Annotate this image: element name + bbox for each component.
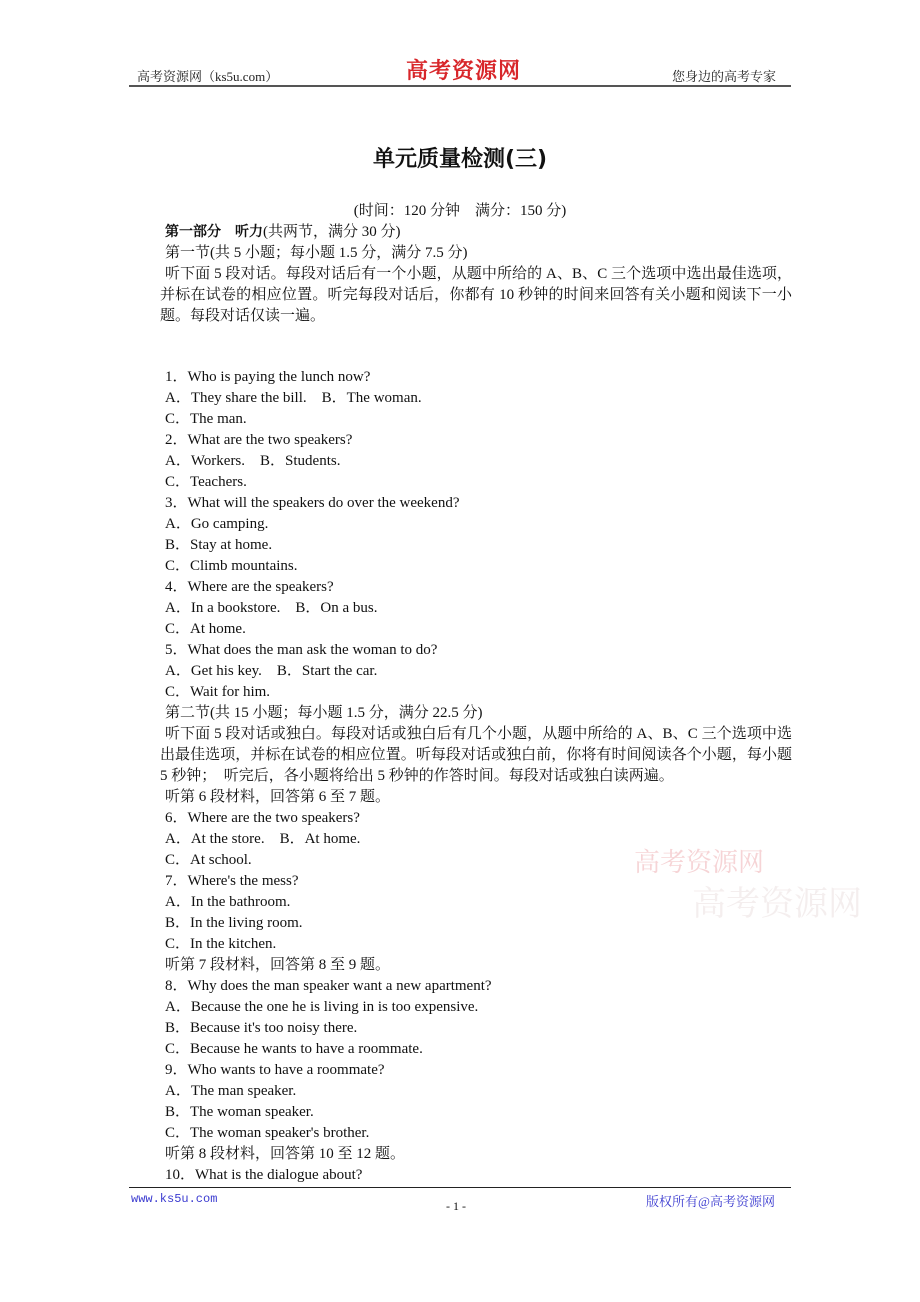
question: 7．Where's the mess? [165, 873, 299, 889]
question: 5．What does the man ask the woman to do? [165, 642, 438, 658]
answer-option: 听第 7 段材料，回答第 8 至 9 题。 [165, 957, 391, 973]
question: 6．Where are the two speakers? [165, 810, 360, 826]
answer-option: C．Wait for him. [165, 684, 271, 700]
question: 听第 6 段材料，回答第 6 至 7 题。 [165, 789, 391, 805]
answer-option: A．At the store. B．At home. [165, 831, 361, 847]
answer-option: C．Climb mountains. [165, 558, 298, 574]
spacer [160, 327, 792, 367]
answer-option: C．Teachers. [165, 474, 247, 490]
page-title: 单元质量检测(三) [372, 147, 548, 172]
header-logo: 高考资源网 [406, 58, 522, 84]
answer-option: A．Because the one he is living in is too expensive. [165, 999, 479, 1015]
header-site-name: 高考资源网（ks5u.com） [137, 69, 279, 84]
instructions: 听下面 5 段对话。每段对话后有一个小题，从题中所给的 A、B、C 三个选项中选出最佳选项，并标在试卷的相应位置。听完每段对话后，你都有 10 秒钟的时间来回答有关小题和阅读下一小题。每段对话仅读一遍。 [160, 266, 792, 324]
watermark: 高考资源网 [634, 848, 765, 878]
answer-option: C．Because he wants to have a roommate. [165, 1041, 423, 1057]
answer-option: A．Get his key. B．Start the car. [165, 663, 378, 679]
exam-info: (时间：120 分钟 满分：150 分) [353, 203, 567, 219]
footer-copyright: 版权所有@高考资源网 [646, 1194, 775, 1209]
page-number: - 1 - [446, 1199, 466, 1213]
answer-option: A．In a bookstore. B．On a bus. [165, 600, 378, 616]
question: 3．What will the speakers do over the weekend? [165, 495, 460, 511]
question: 4．Where are the speakers? [165, 579, 334, 595]
section-heading-bold: 第一部分 听力 [165, 224, 263, 240]
answer-option: B．Because it's too noisy there. [165, 1020, 358, 1036]
question: 8．Why does the man speaker want a new apartment? [165, 978, 492, 994]
question: 1．Who is paying the lunch now? [165, 369, 371, 385]
question: 9．Who wants to have a roommate? [165, 1062, 385, 1078]
header-divider [129, 85, 791, 87]
footer-divider [129, 1187, 791, 1188]
question: 2．What are the two speakers? [165, 432, 353, 448]
answer-option: A．The man speaker. [165, 1083, 297, 1099]
instructions: 听下面 5 段对话或独白。每段对话或独白后有几个小题，从题中所给的 A、B、C 三个选项中选出最佳选项，并标在试卷的相应位置。听每段对话或独白前，你将有时间阅读各个小题，每小题 5 秒钟； 听完后，各小题将给出 5 秒钟的作答时间。每段对话或独白读两遍。 [160, 726, 792, 784]
answer-option: 第二节(共 15 小题；每小题 1.5 分，满分 22.5 分) [165, 705, 483, 721]
answer-option: C．At home. [165, 621, 246, 637]
answer-option: C．The woman speaker's brother. [165, 1125, 370, 1141]
answer-option: A．Go camping. [165, 516, 269, 532]
answer-option: C．The man. [165, 411, 247, 427]
footer-link[interactable]: www.ks5u.com [131, 1192, 218, 1206]
question: 10．What is the dialogue about? [165, 1167, 363, 1183]
answer-option: C．At school. [165, 852, 252, 868]
section-heading-note: (共两节，满分 30 分) [263, 224, 401, 240]
watermark: 高考资源网 [692, 884, 862, 924]
answer-option: A．Workers. B．Students. [165, 453, 341, 469]
answer-option: 听第 8 段材料，回答第 10 至 12 题。 [165, 1146, 406, 1162]
section-subheading: 第一节(共 5 小题；每小题 1.5 分，满分 7.5 分) [165, 245, 468, 261]
section-heading [160, 222, 792, 243]
answer-option: A．In the bathroom. [165, 894, 291, 910]
answer-option: C．In the kitchen. [165, 936, 277, 952]
document-body [160, 222, 792, 1186]
header-slogan: 您身边的高考专家 [672, 69, 777, 84]
answer-option: B．Stay at home. [165, 537, 273, 553]
answer-option: A．They share the bill. B．The woman. [165, 390, 422, 406]
answer-option: B．In the living room. [165, 915, 303, 931]
answer-option: B．The woman speaker. [165, 1104, 314, 1120]
